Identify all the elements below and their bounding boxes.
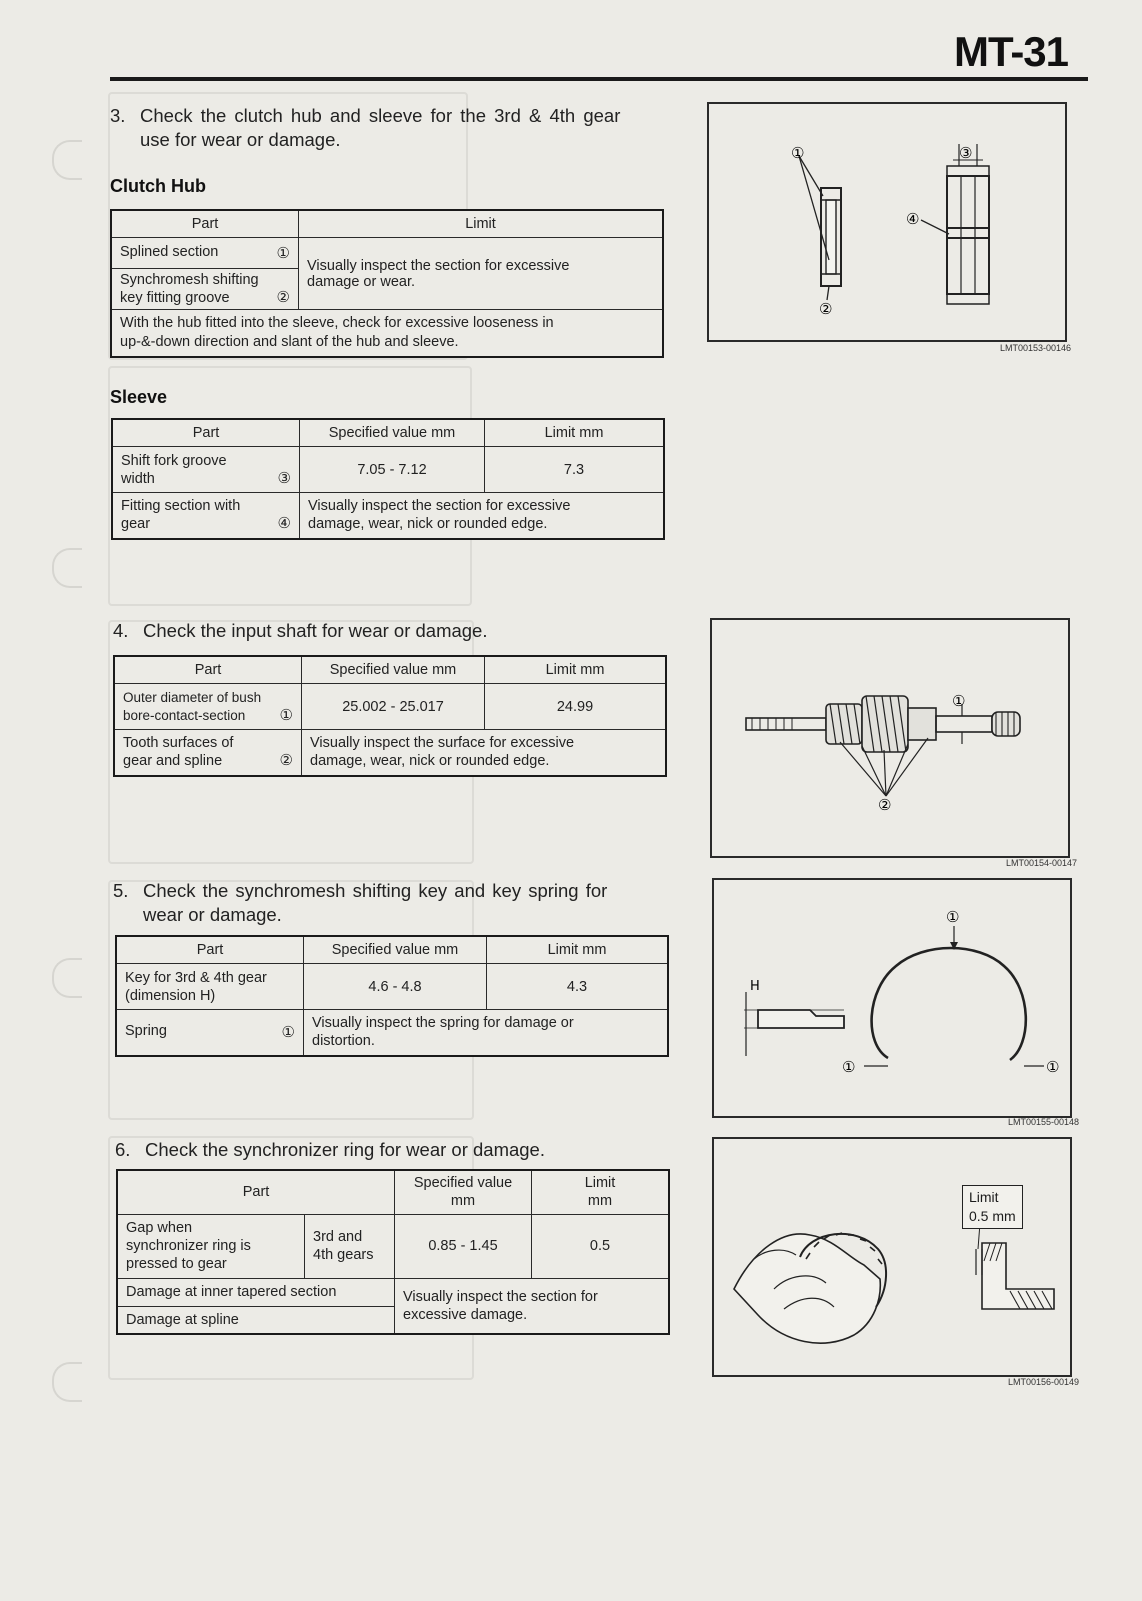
col-header-limit: Limit mm bbox=[485, 656, 667, 684]
callout-mark: ② bbox=[276, 289, 290, 306]
title-rule bbox=[110, 77, 1088, 81]
synchronizer-ring-drawing bbox=[714, 1139, 1070, 1375]
part-name-line: gear bbox=[121, 516, 151, 533]
figure-key-spring bbox=[712, 878, 1072, 1118]
figure-caption: LMT00156-00149 bbox=[1008, 1377, 1080, 1387]
step-text-line: Check the clutch hub and sleeve for the 3rd & 4th gear bbox=[140, 105, 621, 126]
note-cell bbox=[111, 310, 663, 358]
step-text-line: wear or damage. bbox=[143, 904, 282, 925]
note-line: distortion. bbox=[312, 1033, 375, 1050]
callout-mark: ① bbox=[281, 1024, 295, 1042]
binder-hole bbox=[52, 140, 82, 180]
part-cell: Damage at inner tapered section bbox=[117, 1278, 395, 1306]
limit-callout-line: 0.5 mm bbox=[969, 1208, 1016, 1224]
inspect-note-cell bbox=[395, 1278, 670, 1334]
callout-3: ③ bbox=[959, 144, 973, 162]
note-line: Visually inspect the spring for damage or bbox=[312, 1015, 574, 1032]
spec-value: 4.6 - 4.8 bbox=[304, 964, 487, 1010]
part-cell bbox=[111, 269, 299, 310]
binder-hole bbox=[52, 1362, 82, 1402]
step-5-text bbox=[113, 879, 673, 927]
figure-input-shaft bbox=[710, 618, 1070, 858]
figure-caption: LMT00155-00148 bbox=[1008, 1117, 1080, 1127]
header-line: mm bbox=[587, 1193, 613, 1210]
callout-1: ① bbox=[791, 144, 805, 162]
header-line: mm bbox=[450, 1193, 476, 1210]
limit-callout bbox=[962, 1185, 1023, 1229]
part-cell bbox=[112, 447, 300, 493]
header-line: Specified value bbox=[413, 1175, 513, 1192]
part-name-line: Tooth surfaces of bbox=[123, 735, 234, 752]
part-name: Splined section bbox=[120, 244, 219, 260]
figure-caption: LMT00153-00146 bbox=[1000, 343, 1072, 353]
part-name-line: (dimension H) bbox=[125, 987, 216, 1004]
limit-value: 24.99 bbox=[485, 684, 667, 730]
callout-1: ① bbox=[1046, 1058, 1060, 1076]
part-name-line: width bbox=[121, 470, 155, 487]
step-6-text bbox=[115, 1138, 545, 1162]
hub-sleeve-drawing bbox=[709, 104, 1065, 340]
part-cell bbox=[117, 1214, 305, 1278]
limit-value: 7.3 bbox=[485, 447, 665, 493]
clutch-hub-heading: Clutch Hub bbox=[110, 176, 206, 196]
col-header-part: Part bbox=[117, 1170, 395, 1214]
col-header-limit bbox=[532, 1170, 670, 1214]
part-cell bbox=[114, 684, 302, 730]
callout-4: ④ bbox=[906, 210, 920, 228]
col-header-part: Part bbox=[116, 936, 304, 964]
col-header-limit: Limit mm bbox=[487, 936, 669, 964]
sleeve-table bbox=[111, 418, 665, 540]
note-line: Visually inspect the section for bbox=[403, 1288, 598, 1305]
callout-mark: ② bbox=[279, 752, 293, 770]
spec-value: 0.85 - 1.45 bbox=[395, 1214, 532, 1278]
callout-2: ② bbox=[878, 796, 892, 814]
step-text-line: Check the input shaft for wear or damage. bbox=[143, 620, 488, 641]
limit-value: 4.3 bbox=[487, 964, 669, 1010]
part-cell bbox=[114, 730, 302, 776]
limit-text-line: damage or wear. bbox=[307, 273, 416, 290]
limit-value: 0.5 bbox=[532, 1214, 670, 1278]
col-header-part: Part bbox=[111, 210, 299, 238]
clutch-hub-table bbox=[110, 209, 664, 358]
part-cell: Damage at spline bbox=[117, 1306, 395, 1334]
note-line: damage, wear, nick or rounded edge. bbox=[308, 516, 548, 533]
binder-hole bbox=[52, 958, 82, 998]
callout-1: ① bbox=[946, 908, 960, 926]
part-cell bbox=[116, 1010, 304, 1056]
step-text-line: Check the synchronizer ring for wear or damage. bbox=[145, 1139, 545, 1160]
col-header-part: Part bbox=[112, 419, 300, 447]
limit-callout-line: Limit bbox=[969, 1189, 999, 1205]
gear-line: 3rd and bbox=[313, 1229, 363, 1245]
step-text-line: Check the synchromesh shifting key and key spring for bbox=[143, 880, 608, 901]
note-line: Visually inspect the surface for excessive bbox=[310, 735, 575, 752]
col-header-limit: Limit mm bbox=[485, 419, 665, 447]
key-spring-drawing bbox=[714, 880, 1070, 1116]
callout-1: ① bbox=[842, 1058, 856, 1076]
inspect-note-cell bbox=[302, 730, 667, 776]
part-name-line: pressed to gear bbox=[126, 1256, 227, 1272]
limit-cell bbox=[299, 238, 664, 310]
part-name-line: Shift fork groove bbox=[121, 452, 227, 469]
synchronizer-ring-table bbox=[116, 1169, 670, 1335]
part-cell bbox=[116, 964, 304, 1010]
figure-caption: LMT00154-00147 bbox=[1006, 858, 1078, 868]
callout-mark: ④ bbox=[277, 515, 291, 533]
col-header-part: Part bbox=[114, 656, 302, 684]
part-name-line: key fitting groove bbox=[120, 290, 230, 306]
part-name: Spring bbox=[125, 1023, 167, 1040]
col-header-limit: Limit bbox=[299, 210, 664, 238]
part-cell bbox=[112, 493, 300, 539]
part-name-line: Gap when bbox=[126, 1220, 193, 1236]
page-title: MT-31 bbox=[954, 28, 1069, 75]
gear-line: 4th gears bbox=[313, 1247, 374, 1263]
part-name-line: Synchromesh shifting bbox=[120, 272, 259, 288]
callout-1: ① bbox=[952, 692, 966, 710]
part-name-line: bore-contact-section bbox=[123, 707, 246, 723]
note-line: up-&-down direction and slant of the hub and sleeve. bbox=[120, 334, 459, 350]
header-line: Limit bbox=[584, 1175, 616, 1192]
binder-hole bbox=[52, 548, 82, 588]
shifting-key-table bbox=[115, 935, 669, 1057]
spec-value: 25.002 - 25.017 bbox=[302, 684, 485, 730]
col-header-spec: Specified value mm bbox=[302, 656, 485, 684]
input-shaft-drawing bbox=[712, 620, 1068, 856]
part-cell bbox=[111, 238, 299, 269]
col-header-spec: Specified value mm bbox=[300, 419, 485, 447]
part-name-line: synchronizer ring is bbox=[126, 1238, 251, 1254]
step-number: 3. bbox=[110, 105, 126, 126]
spec-value: 7.05 - 7.12 bbox=[300, 447, 485, 493]
part-name-line: Fitting section with bbox=[121, 498, 241, 515]
sleeve-heading: Sleeve bbox=[110, 387, 168, 407]
step-number: 6. bbox=[115, 1139, 131, 1160]
note-line: Visually inspect the section for excessive bbox=[308, 498, 571, 515]
callout-mark: ① bbox=[279, 706, 293, 724]
dimension-h-label: H bbox=[750, 979, 760, 994]
limit-text-line: Visually inspect the section for excessive bbox=[307, 257, 570, 274]
step-number: 4. bbox=[113, 620, 129, 641]
step-3-text bbox=[110, 104, 670, 152]
callout-mark: ③ bbox=[277, 469, 291, 487]
step-4-text bbox=[113, 619, 488, 643]
note-line: With the hub fitted into the sleeve, check for excessive looseness in bbox=[120, 315, 554, 331]
note-line: excessive damage. bbox=[403, 1306, 528, 1323]
part-name-line: gear and spline bbox=[123, 753, 223, 770]
step-text-line: use for wear or damage. bbox=[140, 129, 341, 150]
col-header-spec bbox=[395, 1170, 532, 1214]
inspect-note-cell bbox=[300, 493, 665, 539]
note-line: damage, wear, nick or rounded edge. bbox=[310, 753, 550, 770]
step-number: 5. bbox=[113, 880, 129, 901]
part-name-line: Outer diameter of bush bbox=[123, 689, 262, 705]
figure-hub-sleeve bbox=[707, 102, 1067, 342]
input-shaft-table bbox=[113, 655, 667, 777]
figure-synchronizer-ring bbox=[712, 1137, 1072, 1377]
gear-cell bbox=[305, 1214, 395, 1278]
callout-2: ② bbox=[819, 300, 833, 318]
inspect-note-cell bbox=[304, 1010, 669, 1056]
part-name-line: Key for 3rd & 4th gear bbox=[125, 969, 267, 986]
col-header-spec: Specified value mm bbox=[304, 936, 487, 964]
callout-mark: ① bbox=[276, 245, 290, 262]
